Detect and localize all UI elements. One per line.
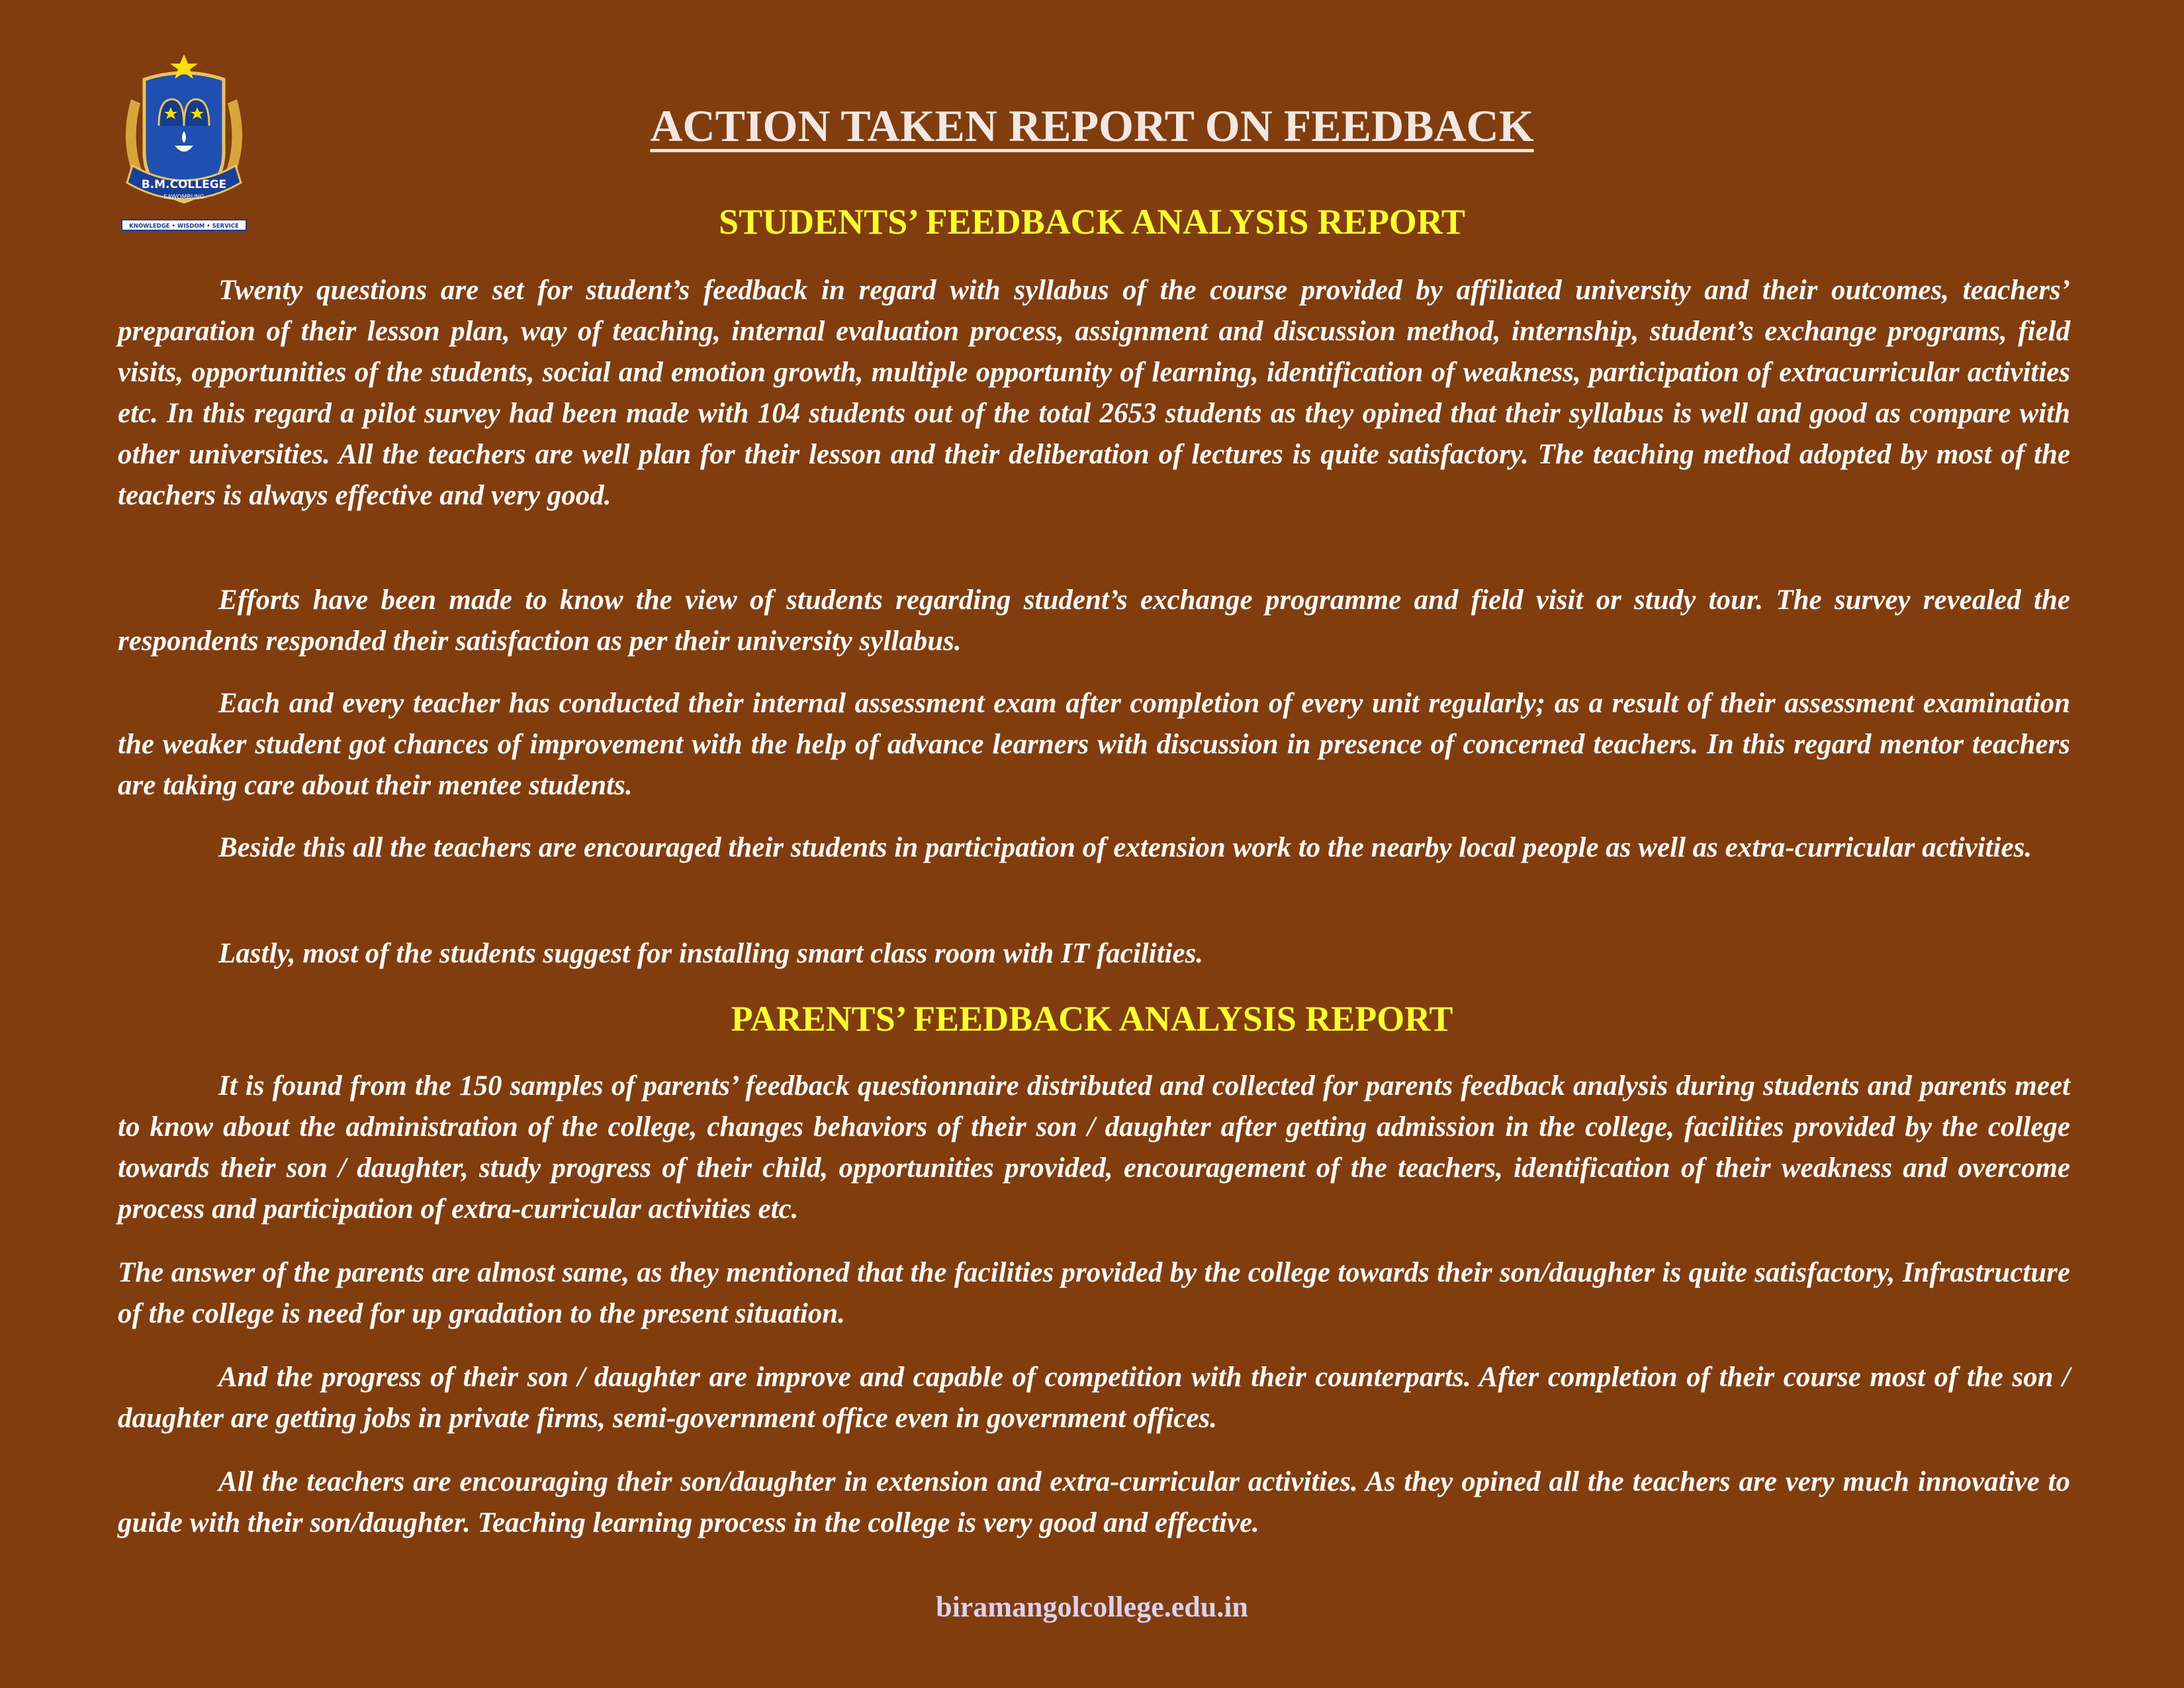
students-paragraph-2: Efforts have been made to know the view of students regarding student’s exchange programme and field visit or study tour. The survey revealed the respondents responded their satisfaction as per their university syllabus.: [118, 585, 2070, 657]
parents-paragraph-4: All the teachers are encouraging their son/daughter in extension and extra-curricular activities. As they opined all the teachers are very much innovative to guide with their son/daughter. Teaching learning process in the college is very good and effective.: [118, 1466, 2070, 1538]
parents-section-heading: PARENTS’ FEEDBACK ANALYSIS REPORT: [731, 999, 1453, 1039]
footer-website-url[interactable]: biramangolcollege.edu.in: [936, 1591, 1248, 1623]
parents-paragraph-2: The answer of the parents are almost same, as they mentioned that the facilities provided by the college towards their son/daughter is quite satisfactory, Infrastructure of the college is need for up gradation to the present situation.: [118, 1257, 2070, 1329]
logo-college-name: B.M.COLLEGE: [141, 178, 227, 191]
students-paragraph-1: Twenty questions are set for student’s feedback in regard with syllabus of the course provided by affiliated university and their outcomes, teachers’ preparation of their lesson plan, way of teaching, internal evaluation process, assignment and discussion method, internship, student’s exchange programs, field visits, opportunities of the students, social and emotion growth, multiple opportunity of learning, identification of weakness, participation of extracurricular activities etc. In this regard a pilot survey had been made with 104 students out of the total 2653 students as they opined that their syllabus is well and good as compare with other universities. All the teachers are well plan for their lesson and their deliberation of lectures is quite satisfactory. The teaching method adopted by most of the teachers is always effective and very good.: [118, 275, 2070, 511]
students-paragraph-3: Each and every teacher has conducted their internal assessment exam after completion of every unit regularly; as a result of their assessment examination the weaker student got chances of improvement with the help of advance learners with discussion in presence of concerned teachers. In this regard mentor teachers are taking care about their mentee students.: [118, 688, 2070, 801]
parents-paragraph-3: And the progress of their son / daughter are improve and capable of competition with their counterparts. After completion of their course most of the son / daughter are getting jobs in private firms, semi-government office even in government offices.: [118, 1362, 2070, 1434]
page-title: ACTION TAKEN REPORT ON FEEDBACK: [650, 101, 1534, 151]
parents-paragraph-1: It is found from the 150 samples of parents’ feedback questionnaire distributed and collected for parents feedback analysis during students and parents meet to know about the administration of the college, changes behaviors of their son / daughter after getting admission in the college, facilities provided by the college towards their son / daughter, study progress of their child, opportunities provided, encouragement of the teachers, identification of their weakness and overcome process and participation of extra-curricular activities etc.: [118, 1070, 2070, 1225]
students-section-heading: STUDENTS’ FEEDBACK ANALYSIS REPORT: [719, 202, 1465, 242]
students-paragraph-5: Lastly, most of the students suggest for installing smart class room with IT facilities.: [218, 938, 1204, 969]
logo-place: SAWOMBUNG: [163, 194, 205, 201]
logo-motto: KNOWLEDGE • WISDOM • SERVICE: [129, 223, 239, 230]
students-paragraph-4: Beside this all the teachers are encouraged their students in participation of extension work to the nearby local people as well as extra-curricular activities.: [218, 832, 2032, 863]
